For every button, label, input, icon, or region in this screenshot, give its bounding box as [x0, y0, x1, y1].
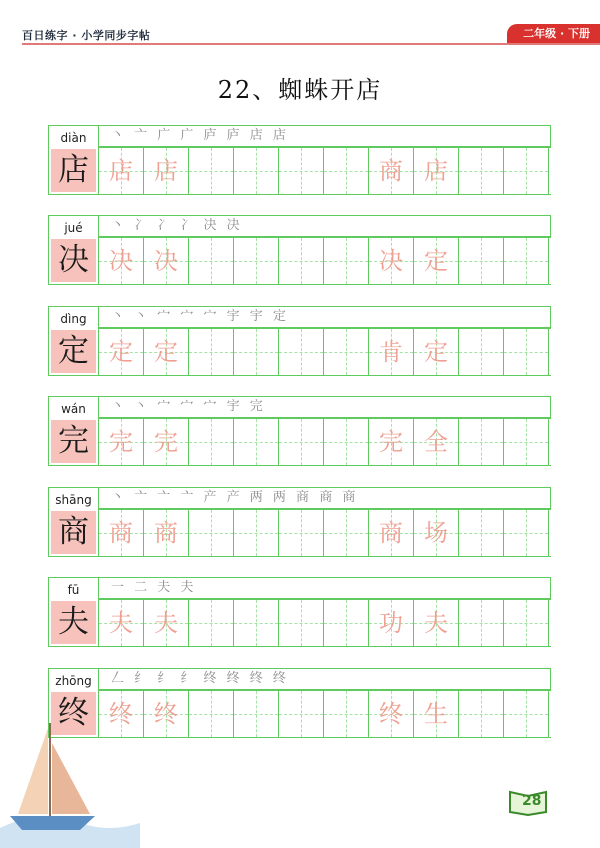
- trace-character: [324, 419, 368, 465]
- stroke-order-text: 丶 亠 广 广 庐 庐 店 店: [111, 128, 289, 143]
- pinyin-label: jué: [64, 221, 83, 235]
- pinyin-label: diàn: [60, 131, 87, 145]
- trace-character: [279, 691, 323, 737]
- trace-character: [234, 329, 278, 375]
- pinyin-label: wán: [61, 402, 86, 416]
- practice-cell[interactable]: [459, 510, 504, 556]
- trace-character: [504, 419, 548, 465]
- trace-character: [504, 329, 548, 375]
- model-character: 店: [51, 149, 96, 192]
- model-character: 完: [51, 420, 96, 463]
- trace-character: 决: [109, 247, 133, 275]
- practice-cell[interactable]: [369, 329, 414, 375]
- pinyin-label: zhōng: [55, 674, 92, 688]
- practice-cell[interactable]: [459, 691, 504, 737]
- practice-cell[interactable]: [324, 148, 369, 194]
- practice-grid: [99, 147, 551, 195]
- trace-character: [279, 510, 323, 556]
- practice-cell[interactable]: [189, 510, 234, 556]
- trace-character: 商: [109, 519, 133, 547]
- pinyin-label: fū: [67, 583, 80, 597]
- practice-cell[interactable]: [144, 419, 189, 465]
- practice-cell[interactable]: [504, 329, 549, 375]
- stroke-order-strip: [99, 487, 551, 509]
- practice-row: [48, 215, 551, 285]
- character-card: [48, 396, 99, 466]
- practice-cell[interactable]: [504, 691, 549, 737]
- page-header: [0, 0, 600, 48]
- practice-cell[interactable]: [324, 329, 369, 375]
- trace-character: [234, 238, 278, 284]
- stroke-order-text: 丶 冫 冫 冫 决 决: [111, 218, 243, 233]
- pinyin-label: shāng: [55, 493, 92, 507]
- trace-character: 商: [379, 519, 403, 547]
- trace-character: [189, 148, 233, 194]
- practice-cell[interactable]: [234, 691, 279, 737]
- trace-character: 夫: [109, 609, 133, 637]
- practice-cell[interactable]: [144, 600, 189, 646]
- trace-character: 完: [379, 428, 403, 456]
- practice-cell[interactable]: [99, 600, 144, 646]
- practice-cell[interactable]: [279, 600, 324, 646]
- trace-character: [324, 329, 368, 375]
- character-card: [48, 306, 99, 376]
- practice-cell[interactable]: [414, 238, 459, 284]
- practice-cell[interactable]: [234, 329, 279, 375]
- practice-cell[interactable]: [144, 148, 189, 194]
- trace-character: [279, 419, 323, 465]
- practice-row: [48, 487, 551, 557]
- practice-cell[interactable]: [459, 419, 504, 465]
- practice-cell[interactable]: [234, 600, 279, 646]
- practice-cell[interactable]: [324, 510, 369, 556]
- trace-character: [504, 510, 548, 556]
- character-card: [48, 487, 99, 557]
- trace-character: 决: [379, 247, 403, 275]
- trace-character: [324, 691, 368, 737]
- trace-character: [504, 691, 548, 737]
- trace-character: 店: [424, 157, 448, 185]
- practice-cell[interactable]: [504, 148, 549, 194]
- model-character: 决: [51, 239, 96, 282]
- page-number-badge: [508, 788, 550, 816]
- practice-cell[interactable]: [324, 238, 369, 284]
- practice-cell[interactable]: [144, 510, 189, 556]
- model-character: 商: [51, 511, 96, 554]
- practice-row: [48, 668, 551, 738]
- trace-character: 完: [109, 428, 133, 456]
- trace-character: 终: [154, 700, 178, 728]
- stroke-order-strip: [99, 125, 551, 147]
- stroke-order-text: 丶 丶 宀 宀 宀 宇 宇 定: [111, 309, 289, 324]
- practice-row: [48, 396, 551, 466]
- practice-cell[interactable]: [369, 510, 414, 556]
- practice-cell[interactable]: [504, 238, 549, 284]
- trace-character: [279, 238, 323, 284]
- practice-cell[interactable]: [234, 510, 279, 556]
- model-character: 夫: [51, 601, 96, 644]
- practice-cell[interactable]: [279, 419, 324, 465]
- practice-cell[interactable]: [369, 691, 414, 737]
- trace-character: [459, 600, 503, 646]
- trace-character: [189, 600, 233, 646]
- stroke-order-text: 丶 丶 宀 宀 宀 宇 完: [111, 399, 266, 414]
- practice-cell[interactable]: [144, 238, 189, 284]
- character-card: [48, 215, 99, 285]
- trace-character: [324, 148, 368, 194]
- practice-cell[interactable]: [369, 419, 414, 465]
- practice-cell[interactable]: [144, 329, 189, 375]
- trace-character: [279, 148, 323, 194]
- stroke-order-strip: [99, 215, 551, 237]
- trace-character: [459, 691, 503, 737]
- practice-cell[interactable]: [234, 238, 279, 284]
- trace-character: 定: [424, 338, 448, 366]
- practice-row: [48, 577, 551, 647]
- stroke-order-strip: [99, 396, 551, 418]
- trace-character: 场: [424, 519, 448, 547]
- practice-cell[interactable]: [414, 600, 459, 646]
- practice-cell[interactable]: [324, 691, 369, 737]
- practice-cell[interactable]: [234, 419, 279, 465]
- practice-cell[interactable]: [189, 329, 234, 375]
- trace-character: 夫: [424, 609, 448, 637]
- series-title: 百日练字 · 小学同步字帖: [22, 29, 151, 42]
- practice-cell[interactable]: [99, 329, 144, 375]
- trace-character: [279, 600, 323, 646]
- trace-character: 生: [424, 700, 448, 728]
- trace-character: [504, 148, 548, 194]
- practice-cell[interactable]: [369, 238, 414, 284]
- practice-cell[interactable]: [369, 600, 414, 646]
- stroke-order-text: 一 二 夫 夫: [111, 580, 197, 595]
- trace-character: 店: [154, 157, 178, 185]
- trace-character: [459, 148, 503, 194]
- practice-cell[interactable]: [189, 419, 234, 465]
- practice-cell[interactable]: [414, 148, 459, 194]
- practice-cell[interactable]: [99, 238, 144, 284]
- practice-cell[interactable]: [99, 148, 144, 194]
- practice-cell[interactable]: [414, 510, 459, 556]
- trace-character: 商: [154, 519, 178, 547]
- model-character: 定: [51, 330, 96, 373]
- trace-character: [189, 419, 233, 465]
- trace-character: 功: [379, 609, 403, 637]
- practice-row: [48, 125, 551, 195]
- practice-cell[interactable]: [189, 148, 234, 194]
- trace-character: [234, 148, 278, 194]
- trace-character: 定: [109, 338, 133, 366]
- trace-character: 定: [424, 247, 448, 275]
- stroke-order-strip: [99, 577, 551, 599]
- stroke-order-strip: [99, 668, 551, 690]
- stroke-order-text: 𠃋 纟 纟 纟 终 终 终 终: [111, 671, 289, 686]
- trace-character: 决: [154, 247, 178, 275]
- practice-cell[interactable]: [99, 691, 144, 737]
- practice-grid: [99, 237, 551, 285]
- trace-character: [324, 600, 368, 646]
- trace-character: [459, 510, 503, 556]
- practice-cell[interactable]: [414, 691, 459, 737]
- practice-grid: [99, 328, 551, 376]
- page-number: 28: [522, 793, 542, 809]
- trace-character: [504, 600, 548, 646]
- trace-character: 商: [379, 157, 403, 185]
- practice-cell[interactable]: [99, 419, 144, 465]
- trace-character: 夫: [154, 609, 178, 637]
- practice-cell[interactable]: [459, 329, 504, 375]
- practice-cell[interactable]: [189, 238, 234, 284]
- trace-character: [504, 238, 548, 284]
- practice-cell[interactable]: [324, 419, 369, 465]
- trace-character: 店: [109, 157, 133, 185]
- practice-row: [48, 306, 551, 376]
- practice-cell[interactable]: [279, 148, 324, 194]
- practice-cell[interactable]: [99, 510, 144, 556]
- trace-character: 终: [109, 700, 133, 728]
- header-divider: [22, 43, 600, 45]
- practice-grid: [99, 690, 551, 738]
- trace-character: 肯: [379, 338, 403, 366]
- practice-cell[interactable]: [144, 691, 189, 737]
- trace-character: [189, 238, 233, 284]
- practice-cell[interactable]: [414, 419, 459, 465]
- trace-character: [189, 329, 233, 375]
- practice-cell[interactable]: [504, 600, 549, 646]
- practice-cell[interactable]: [504, 419, 549, 465]
- trace-character: [324, 510, 368, 556]
- character-card: [48, 125, 99, 195]
- practice-cell[interactable]: [279, 691, 324, 737]
- stroke-order-text: 丶 亠 亠 亠 产 产 两 两 商 商 商: [111, 490, 359, 505]
- practice-cell[interactable]: [459, 148, 504, 194]
- practice-grid: [99, 418, 551, 466]
- practice-cell[interactable]: [324, 600, 369, 646]
- lesson-title: 22、蜘蛛开店: [217, 76, 383, 104]
- practice-grid: [99, 599, 551, 647]
- practice-cell[interactable]: [279, 238, 324, 284]
- practice-cell[interactable]: [414, 329, 459, 375]
- practice-cell[interactable]: [189, 691, 234, 737]
- practice-cell[interactable]: [504, 510, 549, 556]
- trace-character: [459, 238, 503, 284]
- trace-character: 全: [424, 428, 448, 456]
- trace-character: [234, 510, 278, 556]
- practice-cell[interactable]: [279, 510, 324, 556]
- practice-cell[interactable]: [459, 238, 504, 284]
- trace-character: [459, 329, 503, 375]
- practice-grid: [99, 509, 551, 557]
- trace-character: 完: [154, 428, 178, 456]
- character-card: [48, 577, 99, 647]
- practice-cell[interactable]: [369, 148, 414, 194]
- trace-character: [234, 691, 278, 737]
- trace-character: [279, 329, 323, 375]
- trace-character: [234, 600, 278, 646]
- trace-character: 定: [154, 338, 178, 366]
- trace-character: [189, 510, 233, 556]
- grade-badge: 二年级 · 下册: [507, 24, 600, 43]
- stroke-order-strip: [99, 306, 551, 328]
- trace-character: [324, 238, 368, 284]
- pinyin-label: dìng: [60, 312, 87, 326]
- model-character: 终: [51, 692, 96, 735]
- practice-cell[interactable]: [459, 600, 504, 646]
- practice-cell[interactable]: [234, 148, 279, 194]
- practice-cell[interactable]: [189, 600, 234, 646]
- trace-character: [189, 691, 233, 737]
- trace-character: [234, 419, 278, 465]
- trace-character: [459, 419, 503, 465]
- trace-character: 终: [379, 700, 403, 728]
- practice-cell[interactable]: [279, 329, 324, 375]
